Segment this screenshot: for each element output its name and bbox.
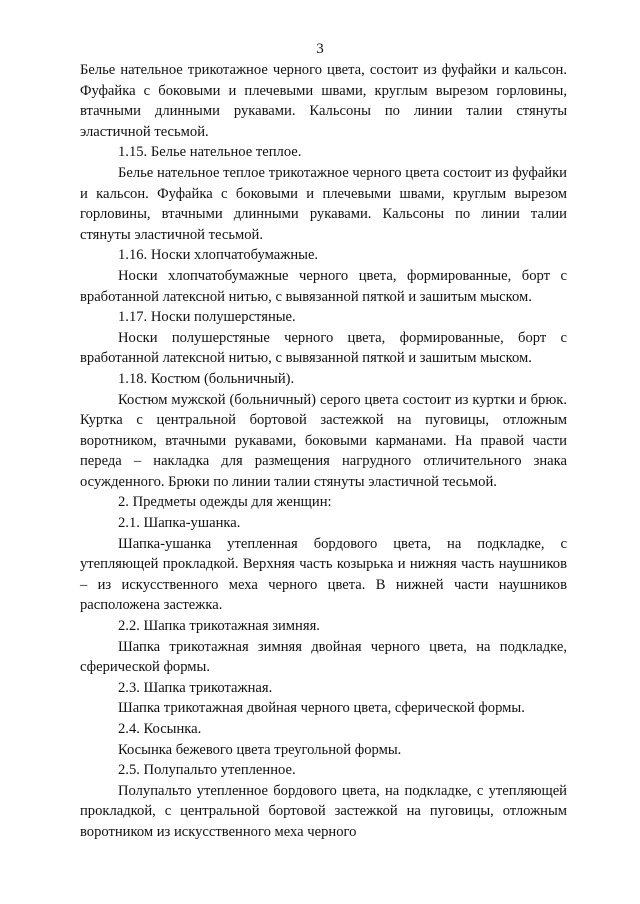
paragraph-kerchief-description: Косынка бежевого цвета треугольной формы. — [118, 741, 402, 758]
section-2-heading: 2. Предметы одежды для женщин: — [118, 494, 332, 511]
item-2-5-heading: 2.5. Полупальто утепленное. — [118, 762, 296, 779]
item-2-2-heading: 2.2. Шапка трикотажная зимняя. — [118, 618, 320, 635]
paragraph-winter-knit-hat-description: Шапка трикотажная зимняя двойная черного цвета, на подкладке, сферической формы. — [80, 638, 567, 676]
page-number: 3 — [316, 41, 324, 57]
paragraph-underwear-description: Белье нательное трикотажное черного цвета, состоит из фуфайки и кальсон. Фуфайка с боковыми и плечевыми швами, круглым вырезом горловины, втачными длинными рукавами. Кальсоны по линии талии стянуты эластичной тесьмой. — [80, 62, 567, 140]
paragraph-knit-hat-description: Шапка трикотажная двойная черного цвета, сферической формы. — [118, 700, 525, 717]
item-1-16-heading: 1.16. Носки хлопчатобумажные. — [118, 247, 319, 264]
item-2-1-heading: 2.1. Шапка-ушанка. — [118, 515, 241, 532]
paragraph-hospital-suit-description: Костюм мужской (больничный) серого цвета состоит из куртки и брюк. Куртка с центральной бортовой застежкой на пуговицы, отложным воротником, втачными рукавами, боковыми карманами. На правой части переда – накладка для размещения нагрудного отличительного знака осужденного. Брюки по линии талии стянуты эластичной тесьмой. — [80, 391, 567, 490]
paragraph-cotton-socks-description: Носки хлопчатобумажные черного цвета, формированные, борт с вработанной латексной нитью, с вывязанной пяткой и зашитым мыском. — [80, 267, 567, 305]
document-body — [80, 60, 567, 843]
paragraph-warm-underwear-description: Белье нательное теплое трикотажное черного цвета состоит из фуфайки и кальсон. Фуфайка с боковыми и плечевыми швами, круглым вырезом горловины, втачными длинными рукавами. Кальсоны по линии талии стянуты эластичной тесьмой. — [80, 164, 567, 243]
paragraph-wool-socks-description: Носки полушерстяные черного цвета, формированные, борт с вработанной латексной нитью, с вывязанной пяткой и зашитым мыском. — [80, 329, 567, 367]
item-1-17-heading: 1.17. Носки полушерстяные. — [118, 309, 296, 326]
paragraph-half-coat-description: Полупальто утепленное бордового цвета, на подкладке, с утепляющей прокладкой, с центральной бортовой застежкой на пуговицы, отложным воротником из искусственного меха черного — [80, 782, 567, 840]
paragraph-ushanka-description: Шапка-ушанка утепленная бордового цвета, на подкладке, с утепляющей прокладкой. Верхняя часть козырька и нижняя часть наушников – из искусственного меха черного цвета. В нижней части наушников расположена застежка. — [80, 535, 567, 614]
item-1-18-heading: 1.18. Костюм (больничный). — [118, 370, 295, 387]
item-2-4-heading: 2.4. Косынка. — [118, 721, 202, 737]
item-1-15-heading: 1.15. Белье нательное теплое. — [118, 144, 302, 161]
item-2-3-heading: 2.3. Шапка трикотажная. — [118, 679, 273, 696]
